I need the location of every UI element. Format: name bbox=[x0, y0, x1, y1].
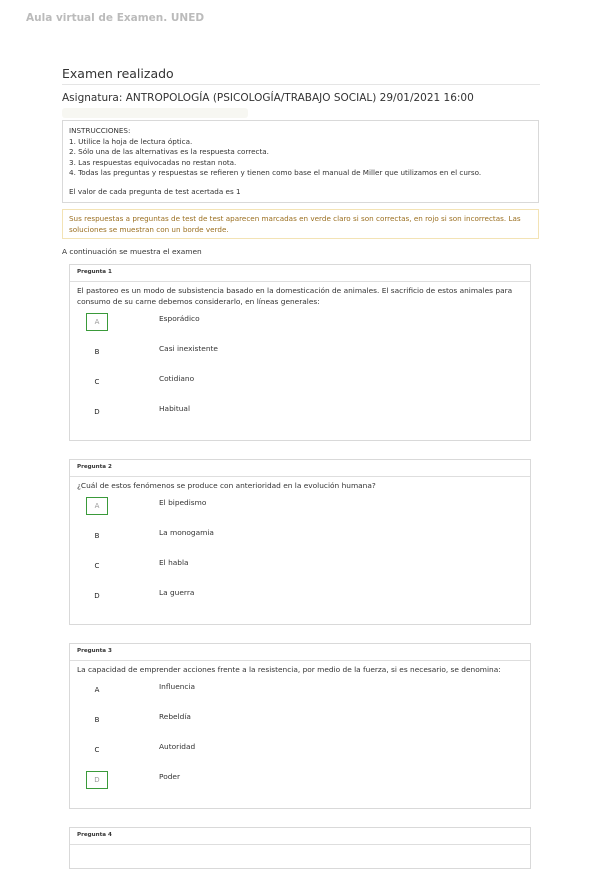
question-text: El pastoreo es un modo de subsistencia basado en la domesticación de animales. El sacrificio de estos animales para consumo de su carne debemos considerarlo, en líneas generales: bbox=[77, 286, 513, 306]
option-letter-correct: A bbox=[86, 497, 108, 515]
option-letter: B bbox=[94, 716, 100, 724]
option-letter: B bbox=[94, 532, 100, 540]
subject-highlight-bar bbox=[62, 108, 248, 118]
site-title: Aula virtual de Examen. UNED bbox=[26, 12, 205, 24]
question-card-1 bbox=[69, 264, 531, 441]
option-letter: C bbox=[94, 562, 100, 570]
question-label: Pregunta 2 bbox=[70, 460, 530, 477]
option-letter-correct: A bbox=[86, 313, 108, 331]
option-text: Rebeldía bbox=[159, 712, 191, 721]
question-text: ¿Cuál de estos fenómenos se produce con anterioridad en la evolución humana? bbox=[77, 481, 376, 490]
option-letter: D bbox=[94, 592, 100, 600]
option-letter: D bbox=[94, 408, 100, 416]
answers-notice: Sus respuestas a preguntas de test de test aparecen marcadas en verde claro si son correctas, en rojo si son incorrectas. Las soluciones se muestran con un borde verde. bbox=[62, 209, 539, 239]
option-text: La monogamia bbox=[159, 528, 214, 537]
option-text: Influencia bbox=[159, 682, 196, 691]
page-title: Examen realizado bbox=[62, 66, 540, 85]
instructions-value-note: El valor de cada pregunta de test acertada es 1 bbox=[69, 186, 241, 196]
option-text: La guerra bbox=[159, 588, 195, 597]
instruction-item: 2. Sólo una de las alternativas es la respuesta correcta. bbox=[69, 147, 269, 156]
question-label: Pregunta 1 bbox=[70, 265, 530, 282]
option-letter: C bbox=[94, 746, 100, 754]
option-text: Cotidiano bbox=[159, 374, 195, 383]
instructions-heading: INSTRUCCIONES: bbox=[69, 126, 131, 135]
option-text: El bipedismo bbox=[159, 498, 207, 507]
instruction-item: 1. Utilice la hoja de lectura óptica. bbox=[69, 136, 193, 146]
instruction-item: 3. Las respuestas equivocadas no restan nota. bbox=[69, 157, 237, 167]
question-label: Pregunta 4 bbox=[70, 828, 530, 845]
instructions-box bbox=[62, 120, 539, 203]
question-text: La capacidad de emprender acciones frente a la resistencia, por medio de la fuerza, si es necesario, se denomina: bbox=[77, 665, 501, 674]
subject-heading: Asignatura: ANTROPOLOGÍA (PSICOLOGÍA/TRABAJO SOCIAL) 29/01/2021 16:00 bbox=[62, 92, 474, 104]
question-card-2 bbox=[69, 459, 531, 625]
option-text: Poder bbox=[159, 772, 180, 781]
question-label: Pregunta 3 bbox=[70, 644, 530, 661]
option-letter: B bbox=[94, 348, 100, 356]
question-card-4 bbox=[69, 827, 531, 869]
option-text: Esporádico bbox=[159, 314, 200, 323]
question-card-3 bbox=[69, 643, 531, 809]
option-letter: A bbox=[94, 686, 100, 694]
option-text: Casi inexistente bbox=[159, 344, 218, 353]
option-letter-correct: D bbox=[86, 771, 108, 789]
option-text: Autoridad bbox=[159, 742, 196, 751]
option-text: Habitual bbox=[159, 404, 190, 413]
option-text: El habla bbox=[159, 558, 189, 567]
instruction-item: 4. Todas las preguntas y respuestas se refieren y tienen como base el manual de Miller que utilizamos en el curso. bbox=[69, 168, 482, 177]
exam-intro: A continuación se muestra el examen bbox=[62, 247, 202, 256]
option-letter: C bbox=[94, 378, 100, 386]
